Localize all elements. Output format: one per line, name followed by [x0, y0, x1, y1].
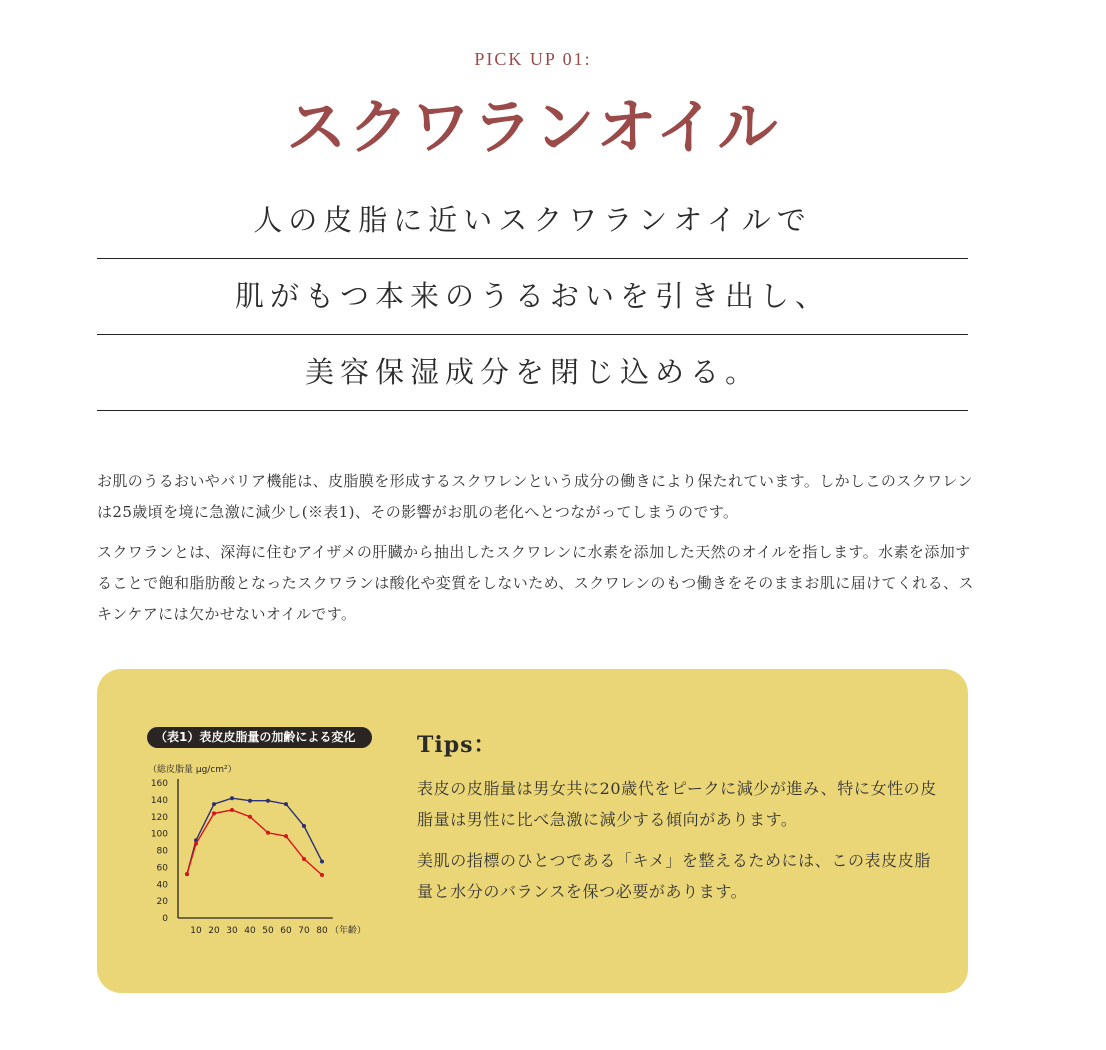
data-point-female: [230, 808, 234, 812]
lead-line-3: 美容保湿成分を閉じ込める。: [304, 355, 760, 389]
chart-title: （表1）表皮皮脂量の加齢による変化: [147, 727, 372, 748]
y-tick-label: 40: [156, 880, 168, 891]
data-point-female: [266, 831, 270, 835]
sebum-chart: [140, 775, 380, 940]
tips-heading: Tips：: [417, 732, 497, 758]
lead-line-2: 肌がもつ本来のうるおいを引き出し、: [234, 279, 830, 313]
data-point-male: [212, 802, 216, 806]
data-point-male: [230, 796, 234, 800]
y-tick-label: 120: [150, 812, 168, 823]
divider: [97, 258, 968, 259]
data-point-female: [302, 857, 306, 861]
x-axis-label: （年齢）: [330, 926, 367, 936]
data-point-female: [320, 873, 324, 877]
tips-text-2: 美肌の指標のひとつである「キメ」を整えるためには、この表皮皮脂量と水分のバランスを保つ必要があります。: [417, 851, 931, 901]
data-point-male: [320, 859, 324, 863]
y-tick-label: 160: [150, 779, 168, 789]
x-tick-label: 30: [226, 926, 238, 936]
data-point-female: [248, 815, 252, 819]
data-point-female: [284, 834, 288, 838]
x-tick-label: 20: [208, 926, 220, 936]
data-point-female: [185, 872, 189, 876]
data-point-male: [248, 799, 252, 803]
y-tick-label: 80: [156, 846, 168, 857]
y-tick-label: 20: [156, 897, 168, 908]
data-point-male: [266, 799, 270, 803]
data-point-male: [302, 824, 306, 828]
x-tick-label: 50: [262, 926, 274, 936]
body-paragraph-1: お肌のうるおいやバリア機能は、皮脂膜を形成するスクワレンという成分の働きにより保たれています。しかしこのスクワレンは25歳頃を境に急激に減少し(※表1)、その影響がお肌の老化へとつながってしまうのです。: [97, 472, 973, 521]
divider: [97, 334, 968, 335]
body-paragraph-2: スクワランとは、深海に住むアイザメの肝臓から抽出したスクワレンに水素を添加した天然のオイルを指します。水素を添加することで飽和脂肪酸となったスクワランは酸化や変質をしないため、スクワレンのもつ働きをそのままお肌に届けてくれる、スキンケアには欠かせないオイルです。: [97, 543, 974, 623]
x-tick-label: 70: [298, 926, 310, 936]
series-line-female: [187, 810, 322, 875]
chart-y-axis-label: （総皮脂量 μg/cm²）: [148, 765, 237, 775]
data-point-female: [212, 811, 216, 815]
x-tick-label: 60: [280, 926, 292, 936]
x-tick-label: 80: [316, 926, 328, 936]
pickup-label: PICK UP 01:: [474, 49, 592, 69]
y-tick-label: 100: [150, 829, 168, 840]
data-point-male: [284, 802, 288, 806]
x-tick-label: 40: [244, 926, 256, 936]
x-tick-label: 10: [190, 926, 202, 936]
y-tick-label: 140: [150, 795, 168, 806]
y-tick-label: 60: [156, 863, 168, 874]
lead-line-1: 人の皮脂に近いスクワランオイルで: [253, 203, 812, 237]
y-tick-label: 0: [162, 914, 168, 924]
data-point-female: [194, 842, 198, 846]
divider: [97, 410, 968, 411]
series-line-male: [187, 798, 322, 874]
page-title: スクワランオイル: [286, 93, 780, 163]
tips-text-1: 表皮の皮脂量は男女共に20歳代をピークに減少が進み、特に女性の皮脂量は男性に比べ急激に減少する傾向があります。: [417, 779, 937, 829]
